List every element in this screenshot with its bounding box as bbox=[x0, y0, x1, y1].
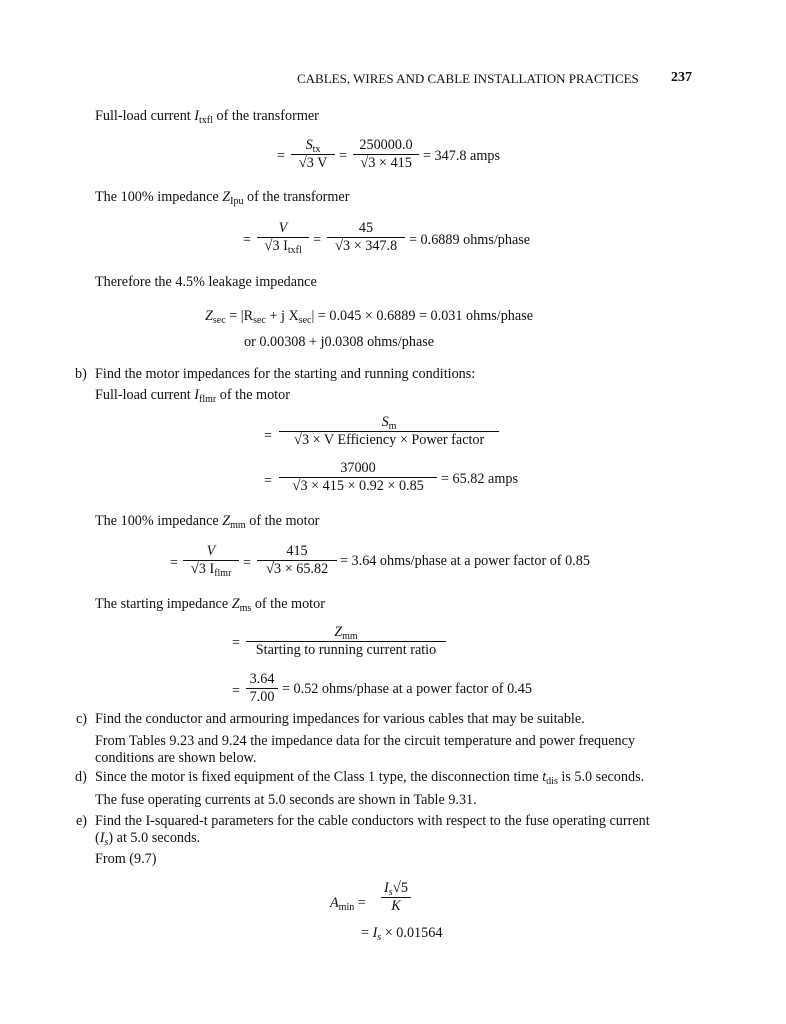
item-d-paragraph: The fuse operating currents at 5.0 seconds are shown in Table 9.31. bbox=[95, 792, 477, 808]
full-load-current-motor: Full-load current $I_{flmr}$ of the motor bbox=[95, 387, 290, 405]
eq1-equals-2: = bbox=[339, 148, 348, 164]
eq4-equals: = bbox=[264, 473, 273, 489]
eq6-equals: = bbox=[232, 635, 241, 651]
eq7-fraction: 3.64 7.00 bbox=[246, 671, 278, 706]
page-number: 237 bbox=[671, 70, 692, 85]
eq2-fraction-b: 45 √3 × 347.8 bbox=[327, 220, 405, 255]
item-c-label: c) bbox=[76, 711, 88, 727]
item-b-text: Find the motor impedances for the starting and running conditions: bbox=[95, 366, 476, 382]
eq4-result: = 65.82 amps bbox=[441, 471, 518, 487]
eq1-fraction-a: $S_{tx}$ √3 V bbox=[291, 137, 335, 172]
zsec-or-line: or 0.00308 + j0.0308 ohms/phase bbox=[244, 334, 435, 350]
item-e-text: Find the I-squared-t parameters for the cable conductors with respect to the fuse operating current bbox=[95, 813, 650, 829]
eq6-fraction: $Z_{mm}$ Starting to running current ratio bbox=[246, 624, 446, 659]
item-c-text: Find the conductor and armouring impedances for various cables that may be suitable. bbox=[95, 711, 585, 727]
eq1-fraction-b: 250000.0 √3 × 415 bbox=[353, 137, 419, 172]
starting-impedance-line: The starting impedance $Z_{ms}$ of the motor bbox=[95, 596, 325, 614]
item-e-from: From (9.7) bbox=[95, 851, 157, 867]
eq5-equals: = bbox=[170, 555, 179, 571]
eq1-equals: = bbox=[277, 148, 286, 164]
eq3-equals: = bbox=[264, 428, 273, 444]
eq4-fraction: 37000 √3 × 415 × 0.92 × 0.85 bbox=[279, 460, 437, 495]
full-load-current-transformer: Full-load current $I_{txfl}$ of the transformer bbox=[95, 108, 319, 126]
eq7-equals: = bbox=[232, 683, 241, 699]
item-e-label: e) bbox=[76, 813, 88, 829]
item-d-label: d) bbox=[75, 769, 87, 785]
item-c-paragraph: From Tables 9.23 and 9.24 the impedance data for the circuit temperature and power frequency conditions are shown below. bbox=[95, 733, 636, 766]
eq5-fraction-b: 415 √3 × 65.82 bbox=[257, 543, 337, 578]
eq7-result: = 0.52 ohms/phase at a power factor of 0.45 bbox=[282, 681, 532, 697]
motor-impedance-line: The 100% impedance $Z_{mm}$ of the motor bbox=[95, 513, 320, 531]
eq3-fraction: $S_m$ √3 × V Efficiency × Power factor bbox=[279, 414, 499, 449]
zsec-equation: $Z_{sec} = |R_{sec} + j$ $X_{sec}| = 0.045 \times 0.6889 = 0.031$ ohms/phase bbox=[205, 308, 534, 326]
item-d-text: Since the motor is fixed equipment of the Class 1 type, the disconnection time $t_{dis}$ is 5.0 seconds. bbox=[95, 769, 645, 787]
eq5-fraction-a: V √3 $I_{flmr}$ bbox=[183, 543, 239, 578]
eq8-lhs: $A_{min}$ = bbox=[330, 895, 366, 913]
eq1-result: = 347.8 amps bbox=[423, 148, 500, 164]
transformer-impedance-line: The 100% impedance $Z_{Ipu}$ of the transformer bbox=[95, 189, 350, 207]
eq5-equals-2: = bbox=[243, 555, 252, 571]
leakage-impedance-line: Therefore the 4.5% leakage impedance bbox=[95, 274, 317, 290]
eq2-result: = 0.6889 ohms/phase bbox=[409, 232, 531, 248]
item-b-label: b) bbox=[75, 366, 87, 382]
eq8-fraction: $I_s√5$ K bbox=[381, 880, 411, 915]
eq8-line2: = $I_s \times 0.01564$ bbox=[361, 925, 443, 943]
item-e-line2: $(I_s)$ at 5.0 seconds. bbox=[95, 830, 201, 848]
eq2-equals-2: = bbox=[313, 232, 322, 248]
eq2-equals: = bbox=[243, 232, 252, 248]
eq5-result: = 3.64 ohms/phase at a power factor of 0.85 bbox=[340, 553, 590, 569]
eq2-fraction-a: V √3 $I_{txfl}$ bbox=[257, 220, 309, 255]
running-title: CABLES, WIRES AND CABLE INSTALLATION PRACTICES bbox=[297, 71, 639, 86]
